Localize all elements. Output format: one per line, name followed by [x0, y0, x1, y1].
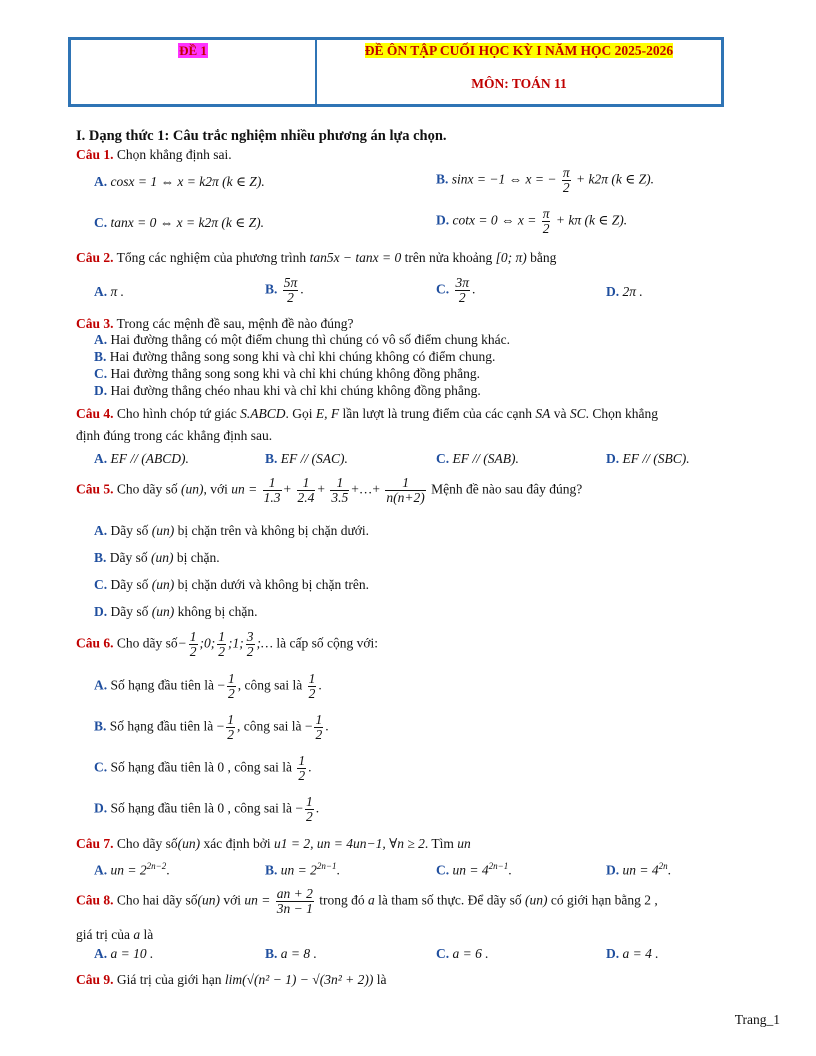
question-3: Câu 3. Trong các mệnh đề sau, mệnh đề nào đúng?: [76, 316, 354, 331]
q5-option-c: C. Dãy số (un) bị chặn dưới và không bị chặn trên.: [94, 577, 370, 592]
q2-option-b: B. $\frac{5\pi}{2}$ .: [265, 275, 304, 305]
question-1: Câu 1. Chọn khẳng định sai.: [76, 147, 232, 162]
q1-option-b: B. sinx = −1 ⇔ x = − $\frac{\pi}{2}$ + k2π (k ∈ Z).: [436, 165, 654, 195]
q4-option-b: B. EF // (SAC).: [265, 451, 348, 466]
q2-option-c: C. $\frac{3\pi}{2}$ .: [436, 275, 476, 305]
q3-option-c: C. Hai đường thẳng song song khi và chỉ khi chúng không đồng phẳng.: [94, 366, 481, 381]
q3-option-d: D. Hai đường thẳng chéo nhau khi và chỉ khi chúng không đồng phẳng.: [94, 383, 481, 398]
q5-option-b: B. Dãy số (un) bị chặn.: [94, 550, 220, 565]
q6-option-c: C. Số hạng đầu tiên là 0 , công sai là $\frac{1}{2}$ .: [94, 753, 312, 783]
q6-option-b: B. Số hạng đầu tiên là − $\frac{1}{2}$ , công sai là − $\frac{1}{2}$ .: [94, 712, 329, 742]
q8-option-a: A. a = 10 .: [94, 946, 154, 961]
q6-option-d: D. Số hạng đầu tiên là 0 , công sai là − $\frac{1}{2}$ .: [94, 794, 320, 824]
q4-option-c: C. EF // (SAB).: [436, 451, 519, 466]
q1-option-d: D. cotx = 0 ⇔ x = $\frac{\pi}{2}$ + kπ (k ∈ Z).: [436, 206, 628, 236]
page-number: Trang_1: [734, 1012, 780, 1027]
exam-subject: MÔN: TOÁN 11: [471, 76, 567, 91]
q5-option-d: D. Dãy số (un) không bị chặn.: [94, 604, 258, 619]
q1-option-c: C. tanx = 0 ⇔ x = k2π (k ∈ Z).: [94, 215, 264, 230]
q2-option-d: D. 2π .: [606, 284, 643, 299]
q3-option-b: B. Hai đường thẳng song song khi và chỉ khi chúng không có điểm chung.: [94, 349, 496, 364]
q7-option-c: C. un = $4^{2n-1}$.: [436, 861, 512, 878]
question-4-line2: định đúng trong các khẳng định sau.: [76, 428, 273, 443]
exam-title: ĐỀ ÔN TẬP CUỐI HỌC KỲ I NĂM HỌC 2025-2026: [364, 43, 674, 58]
q7-option-a: A. un = $2^{2n-2}$.: [94, 861, 170, 878]
exam-title-cell: [317, 40, 721, 104]
exam-code-cell: [71, 40, 317, 104]
question-8-line2: giá trị của a là: [76, 927, 154, 942]
q2-option-a: A. π .: [94, 284, 125, 299]
question-6: Câu 6. Cho dãy số− $\frac{1}{2}$ ;0; $\frac{1}{2}$ ;1; $\frac{3}{2}$ ;… là cấp số cộng với:: [76, 629, 379, 659]
question-5: Câu 5. Cho dãy số (un), với un = $\frac{1}{1.3}$ + $\frac{1}{2.4}$ + $\frac{1}{3.5}$ +…+ $\frac{1}{n(n+2)}$ Mệnh đề nào sau đây đúng?: [76, 475, 583, 505]
question-4: Câu 4. Cho hình chóp tứ giác S.ABCD. Gọi E, F lần lượt là trung điểm của các cạnh SA và SC. Chọn khẳng: [76, 406, 658, 421]
exam-header-box: [68, 37, 724, 107]
question-9: Câu 9. Giá trị của giới hạn lim(√(n² − 1) − √(3n² + 2)) là: [76, 972, 387, 987]
section-title: I. Dạng thức 1: Câu trắc nghiệm nhiều phương án lựa chọn.: [76, 128, 447, 144]
q8-option-d: D. a = 4 .: [606, 946, 659, 961]
q3-option-a: A. Hai đường thẳng có một điểm chung thì chúng có vô số điểm chung khác.: [94, 332, 511, 347]
q5-option-a: A. Dãy số (un) bị chặn trên và không bị chặn dưới.: [94, 523, 370, 538]
question-7: Câu 7. Cho dãy số(un) xác định bởi u1 = 2, un = 4un−1, ∀n ≥ 2. Tìm un: [76, 836, 471, 851]
q8-option-c: C. a = 6 .: [436, 946, 489, 961]
q7-option-d: D. un = $4^{2n}$.: [606, 861, 671, 878]
q6-option-a: A. Số hạng đầu tiên là − $\frac{1}{2}$ , công sai là $\frac{1}{2}$ .: [94, 671, 322, 701]
q4-option-a: A. EF // (ABCD).: [94, 451, 189, 466]
q4-option-d: D. EF // (SBC).: [606, 451, 690, 466]
question-2: Câu 2. Tổng các nghiệm của phương trình tan5x − tanx = 0 trên nửa khoảng [0; π) bằng: [76, 250, 557, 265]
q7-option-b: B. un = $2^{2n-1}$.: [265, 861, 340, 878]
q8-option-b: B. a = 8 .: [265, 946, 317, 961]
question-8: Câu 8. Cho hai dãy số(un) với un = $\frac{an + 2}{3n - 1}$ trong đó a là tham số thực. Để dãy số (un) có giới hạn bằng 2 ,: [76, 886, 658, 916]
exam-code: ĐỀ 1: [179, 43, 207, 58]
q1-option-a: A. cosx = 1 ⇔ x = k2π (k ∈ Z).: [94, 174, 265, 189]
